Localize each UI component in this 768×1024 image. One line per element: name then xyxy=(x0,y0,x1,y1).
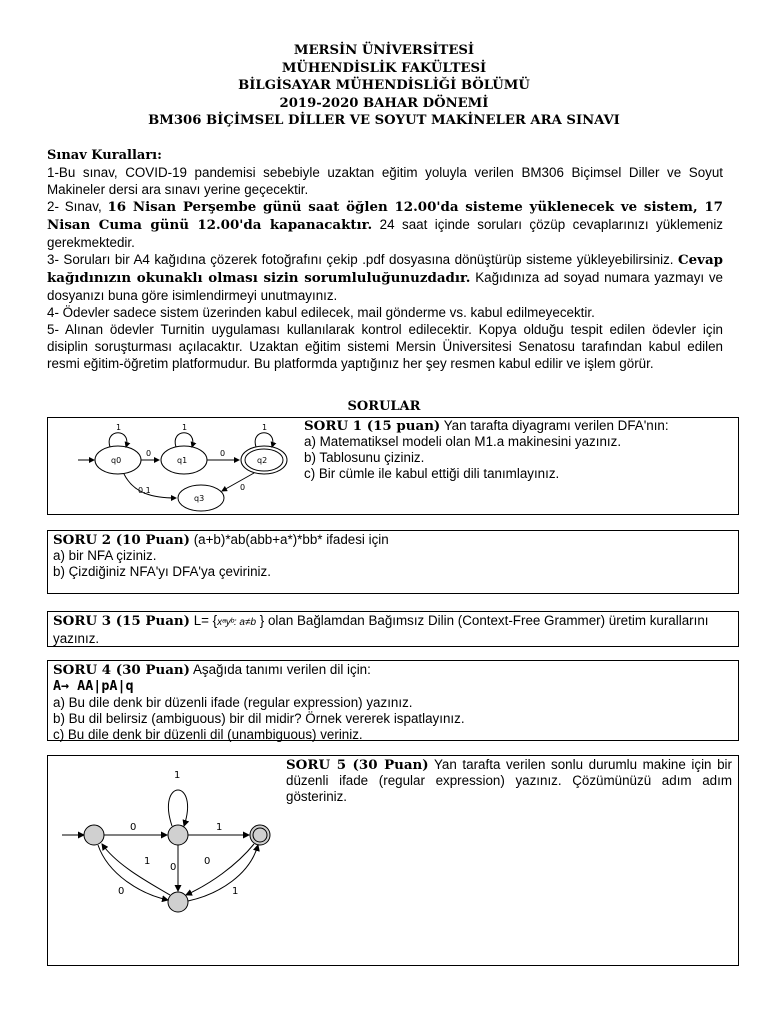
svg-text:1: 1 xyxy=(144,856,151,867)
fsm-state-middle xyxy=(168,825,188,845)
svg-text:0: 0 xyxy=(204,856,211,867)
university-name: MERSİN ÜNİVERSİTESİ xyxy=(293,43,475,58)
question-1-b: b) Tablosunu çiziniz. xyxy=(304,450,425,465)
svg-text:1: 1 xyxy=(232,886,239,897)
question-5-intro: Yan tarafta verilen sonlu durumlu makine için bir düzenli ifade (regular expression) yazınız. Çözümünüzü adım adım gösteriniz. xyxy=(286,757,732,804)
svg-text:0: 0 xyxy=(118,886,125,897)
question-5-box xyxy=(47,755,739,966)
svg-text:0: 0 xyxy=(240,483,246,492)
question-2-a: a) bir NFA çiziniz. xyxy=(53,548,157,563)
svg-text:1: 1 xyxy=(174,770,181,781)
question-4-b: b) Bu dil belirsiz (ambiguous) bir dil midir? Örnek vererek ispatlayınız. xyxy=(53,711,465,726)
dfa-diagram-q1 xyxy=(54,418,304,514)
question-1-intro: Yan tarafta diyagramı verilen DFA'nın: xyxy=(440,418,669,433)
exam-rules xyxy=(47,146,723,372)
questions-heading: SORULAR xyxy=(347,399,421,414)
svg-text:1: 1 xyxy=(216,822,223,833)
svg-text:1: 1 xyxy=(116,423,122,432)
question-2-b: b) Çizdiğiniz NFA'yı DFA'ya çeviriniz. xyxy=(53,564,271,579)
question-4-c: c) Bu dile denk bir düzenli dil (unambiguous) veriniz. xyxy=(53,727,363,742)
question-1-a: a) Matematiksel modeli olan M1.a makinesini yazınız. xyxy=(304,434,622,449)
question-1-title: SORU 1 (15 puan) xyxy=(304,418,441,434)
question-4-box xyxy=(47,660,739,741)
question-2-title: SORU 2 (10 Puan) xyxy=(53,532,190,548)
document-header xyxy=(0,42,768,130)
question-3-box: SORU 3 (15 Puan) L= {xᵃyᵇ: a≠b } olan Bağlamdan Bağımsız Dilin (Context-Free Grammer) üretim kurallarını yazınız. xyxy=(47,611,739,647)
grammar-rule: A→ AA|pA|q xyxy=(53,679,134,694)
svg-text:q2: q2 xyxy=(257,456,268,465)
svg-text:1: 1 xyxy=(182,423,188,432)
exam-title: BM306 BİÇİMSEL DİLLER VE SOYUT MAKİNELER ARA SINAVI xyxy=(148,113,620,128)
language-definition: xᵃyᵇ: a≠b xyxy=(217,617,257,628)
fsm-state-start xyxy=(84,825,104,845)
question-3-title: SORU 3 (15 Puan) xyxy=(53,613,190,629)
svg-text:0: 0 xyxy=(146,449,152,458)
svg-text:0,1: 0,1 xyxy=(138,486,151,495)
semester: 2019-2020 BAHAR DÖNEMİ xyxy=(279,95,489,111)
question-2-intro: (a+b)*ab(abb+a*)*bb* ifadesi için xyxy=(189,532,389,547)
svg-text:0: 0 xyxy=(220,449,226,458)
question-4-title: SORU 4 (30 Puan) xyxy=(53,662,190,678)
svg-text:q3: q3 xyxy=(194,494,205,503)
rule-4: 4- Ödevler sadece sistem üzerinden kabul edilecek, mail gönderme vs. kabul edilmeyecektir. xyxy=(47,305,595,320)
question-1-box xyxy=(47,417,739,515)
rule-5: 5- Alınan ödevler Turnitin uygulaması kullanılarak kontrol edilecektir. Kopya olduğu tespit edilen ödevler için disiplin soruşturması açılacaktır. Uzaktan eğitim sistemi Mersin Üniversitesi Senatosu tarafından kabul edilen resmi eğitim-öğretim platformudur. Bu platformda yaptığınız her şey resmen kabul edilir ve işlem görür. xyxy=(47,322,723,371)
fsm-state-bottom xyxy=(168,892,188,912)
rule-3: 3- Soruları bir A4 kağıdına çözerek fotoğrafını çekip .pdf dosyasına dönüştürüp sisteme yükleyebilirsiniz. Cevap kağıdınızın okunaklı olması sizin sorumluluğunuzdadır. Kağıdınıza ad soyad numara yazmayı ve dosyanızı buna göre isimlendirmeyi unutmayınız. xyxy=(47,252,724,303)
question-5-title: SORU 5 (30 Puan) xyxy=(286,757,429,773)
rule-1: 1-Bu sınav, COVID-19 pandemisi sebebiyle uzaktan eğitim yoluyla verilen BM306 Biçimsel Diller ve Soyut Makineler dersi ara sınavı yerine geçecektir. xyxy=(47,165,723,197)
faculty-name: MÜHENDİSLİK FAKÜLTESİ xyxy=(281,60,487,76)
question-2-box xyxy=(47,530,739,594)
svg-text:1: 1 xyxy=(262,423,268,432)
question-4-intro: Aşağıda tanımı verilen dil için: xyxy=(189,662,371,677)
rule-2: 2- Sınav, 16 Nisan Perşembe günü saat öğlen 12.00'da sisteme yüklenecek ve sistem, 17 Nisan Cuma günü 12.00'da kapanacaktır. 24 saat içinde soruları çözüp cevaplarınızı yüklemeniz gerekmektedir. xyxy=(47,199,724,250)
svg-text:q0: q0 xyxy=(111,456,122,465)
fsm-diagram-q5 xyxy=(60,764,290,914)
svg-text:q1: q1 xyxy=(177,456,188,465)
svg-text:0: 0 xyxy=(170,862,177,873)
svg-text:0: 0 xyxy=(130,822,137,833)
question-4-a: a) Bu dile denk bir düzenli ifade (regular expression) yazınız. xyxy=(53,695,413,710)
question-1-c: c) Bir cümle ile kabul ettiği dili tanımlayınız. xyxy=(304,466,560,481)
department-name: BİLGİSAYAR MÜHENDİSLİĞİ BÖLÜMÜ xyxy=(238,78,530,93)
rules-heading: Sınav Kuralları: xyxy=(47,148,162,163)
